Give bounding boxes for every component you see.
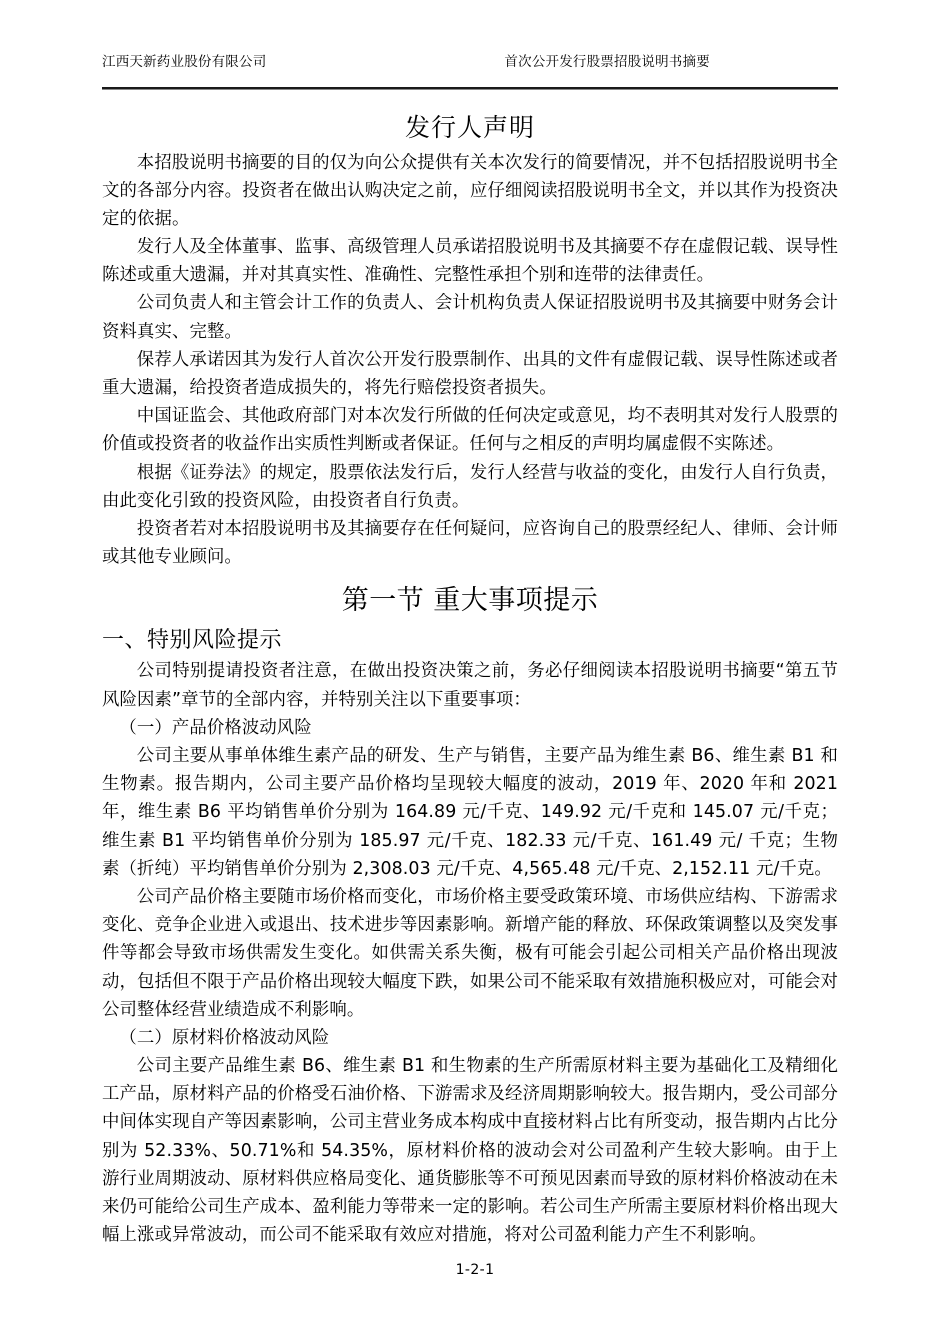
declaration-paragraph: 根据《证券法》的规定，股票依法发行后，发行人经营与收益的变化，由发行人自行负责，由此变化引致的投资风险，由投资者自行负责。 — [102, 462, 838, 511]
declaration-title: 发行人声明 — [404, 113, 535, 142]
risk-paragraph-raw-material-price: 公司主要产品维生素 B6、维生素 B1 和生物素的生产所需原材料主要为基础化工及精细化工产品，原材料产品的价格受石油价格、下游需求及经济周期影响较大。报告期内，受公司部分中间体实现自产等因素影响，公司主营业务成本构成中直接材料占比有所变动，报告期内占比分别为 52.33%、50.71%和 54.35%，原材料价格的波动会对公司盈利产生较大影响。由于上游行业周期波动、原材料供应格局变化、通货膨胀等不可预见因素而导致的原材料价格波动在未来仍可能给公司生产成本、盈利能力等带来一定的影响。若公司生产所需主要原材料价格出现大幅上涨或异常波动，而公司不能采取有效应对措施，将对公司盈利能力产生不利影响。 — [102, 1056, 838, 1246]
risk-paragraph-product-price: 公司主要从事单体维生素产品的研发、生产与销售，主要产品为维生素 B6、维生素 B1 和生物素。报告期内，公司主要产品价格均呈现较大幅度的波动，2019 年、2020 年和 2021 年，维生素 B6 平均销售单价分别为 164.89 元/千克、149.92 元/千克和 145.07 元/千克；维生素 B1 平均销售单价分别为 185.97 元/千克、182.33 元/千克、161.49 元/ 千克；生物素（折纯）平均销售单价分别为 2,308.03 元/千克、4,565.48 元/千克、2,152.11 元/千克。 — [102, 746, 838, 879]
header-company-name: 江西天新药业股份有限公司 — [102, 54, 267, 70]
declaration-paragraph: 投资者若对本招股说明书及其摘要存在任何疑问，应咨询自己的股票经纪人、律师、会计师或其他专业顾问。 — [102, 518, 838, 568]
header-document-type: 首次公开发行股票招股说明书摘要 — [504, 54, 710, 70]
declaration-paragraph: 本招股说明书摘要的目的仅为向公众提供有关本次发行的简要情况，并不包括招股说明书全文的各部分内容。投资者在做出认购决定之前，应仔细阅读招股说明书全文，并以其作为投资决定的依据。 — [102, 152, 838, 229]
declaration-paragraph: 保荐人承诺因其为发行人首次公开发行股票制作、出具的文件有虚假记载、误导性陈述或者重大遗漏，给投资者造成损失的，将先行赔偿投资者损失。 — [102, 349, 838, 398]
declaration-paragraph: 公司负责人和主管会计工作的负责人、会计机构负责人保证招股说明书及其摘要中财务会计资料真实、完整。 — [102, 293, 838, 342]
subsection-special-risk-title: 一、特别风险提示 — [102, 627, 283, 653]
declaration-paragraph: 发行人及全体董事、监事、高级管理人员承诺招股说明书及其摘要不存在虚假记载、误导性陈述或重大遗漏，并对其真实性、准确性、完整性承担个别和连带的法律责任。 — [102, 237, 838, 286]
page-content — [102, 52, 838, 1249]
special-risk-intro-paragraph: 公司特别提请投资者注意，在做出投资决策之前，务必仔细阅读本招股说明书摘要“第五节 风险因素”章节的全部内容，并特别关注以下重要事项： — [102, 661, 838, 710]
risk-heading-raw-material-price: （二）原材料价格波动风险 — [119, 1027, 330, 1048]
header-divider — [102, 87, 838, 90]
risk-paragraph-product-price: 公司产品价格主要随市场价格而变化，市场价格主要受政策环境、市场供应结构、下游需求变化、竞争企业进入或退出、技术进步等因素影响。新增产能的释放、环保政策调整以及突发事件等都会导致市场供需发生变化。如供需关系失衡，极有可能会引起公司相关产品价格出现波动，包括但不限于产品价格出现较大幅度下跌，如果公司不能采取有效措施积极应对，可能会对公司整体经营业绩造成不利影响。 — [102, 886, 838, 1020]
running-header — [102, 52, 838, 78]
declaration-paragraph: 中国证监会、其他政府部门对本次发行所做的任何决定或意见，均不表明其对发行人股票的价值或投资者的收益作出实质性判断或者保证。任何与之相反的声明均属虚假不实陈述。 — [102, 406, 838, 455]
section-one-title: 第一节 重大事项提示 — [341, 585, 599, 617]
page-footer — [0, 1262, 950, 1278]
risk-heading-product-price: （一）产品价格波动风险 — [119, 717, 312, 738]
page-number: 1-2-1 — [455, 1262, 495, 1278]
